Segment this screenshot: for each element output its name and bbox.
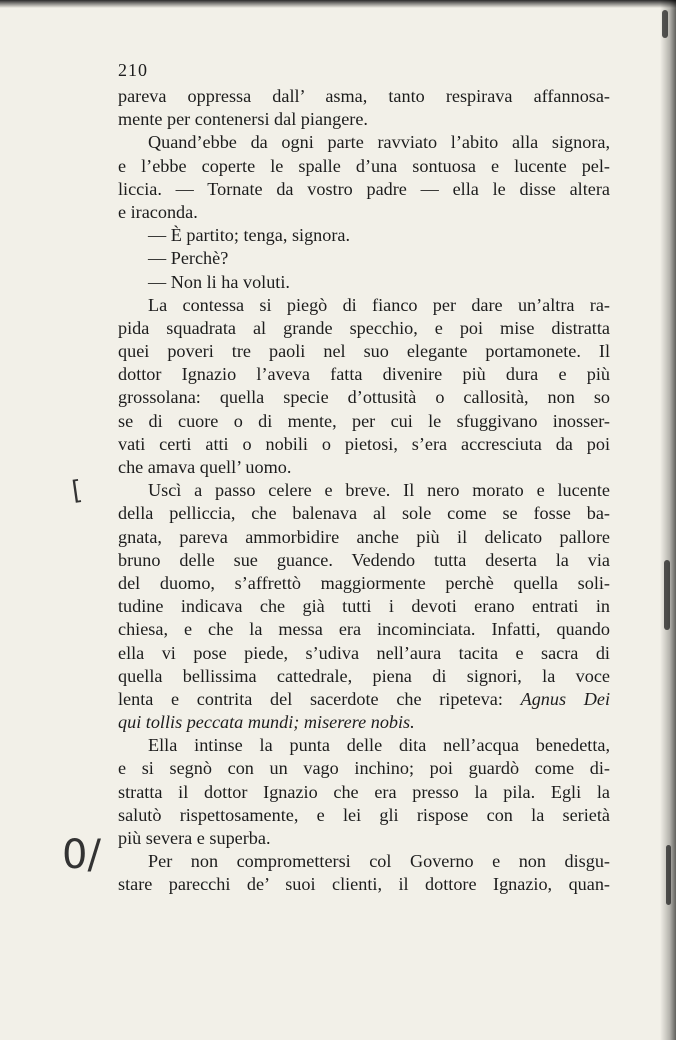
text-line-content: grossolana: quella specie d’ottusità o callosità, non so: [118, 387, 610, 408]
text-line: [118, 131, 610, 154]
text-line: [118, 456, 610, 479]
italic-latin-text: qui tollis peccata mundi; miserere nobis.: [118, 712, 415, 733]
text-line-content: ella vi pose piede, s’udiva nell’aura tacita e sacra di: [118, 642, 610, 663]
text-line-content: — È partito; tenga, signora.: [148, 225, 351, 246]
text-line-content: liccia. — Tornate da vostro padre — ella le disse altera: [118, 178, 610, 199]
text-line-content: La contessa si piegò di fianco per dare un’altra ra-: [148, 294, 610, 315]
text-line: [118, 433, 610, 456]
text-line-content: della pelliccia, che balenava al sole come se fosse ba-: [118, 503, 610, 524]
text-line-content: stare parecchi de’ suoi clienti, il dottore Ignazio, quan-: [118, 874, 610, 895]
text-line: [118, 572, 610, 595]
text-line-content: tudine indicava che già tutti i devoti erano entrati in: [118, 596, 610, 617]
text-line-content: che amava quell’ uomo.: [118, 457, 292, 477]
text-line-content: pida squadrata al grande specchio, e poi mise distratta: [118, 317, 610, 338]
page-top-shadow: [0, 0, 676, 8]
body-text: [118, 85, 610, 897]
ink-smudge: [664, 560, 670, 630]
text-line-content: lenta e contrita del sacerdote che ripeteva:: [118, 688, 503, 709]
text-line: [118, 247, 610, 270]
text-line-content: Quand’ebbe da ogni parte ravviato l’abito alla signora,: [148, 132, 610, 153]
text-line-content: — Perchè?: [148, 248, 229, 269]
text-line: [118, 201, 610, 224]
text-line-content: più severa e superba.: [118, 828, 271, 848]
text-line-content: Ella intinse la punta delle dita nell’acqua benedetta,: [148, 735, 610, 756]
text-line-content: stratta il dottor Ignazio che era presso la pila. Egli la: [118, 781, 610, 802]
text-line: [118, 850, 610, 873]
text-line: [118, 781, 610, 804]
page-number: 210: [118, 60, 148, 80]
text-line: [118, 410, 610, 433]
text-line: [118, 108, 610, 131]
ink-smudge: [666, 845, 671, 905]
text-line: [118, 711, 610, 734]
text-line: [118, 224, 610, 247]
text-line-content: vati certi atti o nobili o pietosi, s’era accresciuta da poi: [118, 433, 610, 454]
margin-bracket-mark: [: [69, 475, 85, 507]
text-line: [118, 757, 610, 780]
text-line: [118, 526, 610, 549]
text-line: [118, 294, 610, 317]
text-line: [118, 317, 610, 340]
text-line: [118, 549, 610, 572]
text-line: [118, 363, 610, 386]
text-line-content: quella bellissima cattedrale, piena di signori, la voce: [118, 665, 610, 686]
text-line-content: Per non compromettersi col Governo e non disgu-: [148, 851, 610, 872]
text-line: [118, 665, 610, 688]
text-line: [118, 618, 610, 641]
text-line-content: pareva oppressa dall’ asma, tanto respirava affannosa-: [118, 86, 610, 106]
text-line: [118, 155, 610, 178]
italic-latin-text: Agnus Dei: [520, 688, 611, 709]
text-line-content: e iraconda.: [118, 201, 198, 222]
text-line: [118, 595, 610, 618]
text-line-content: quei poveri tre paoli nel suo elegante portamonete. Il: [118, 341, 610, 362]
text-line-content: dottor Ignazio l’aveva fatta divenire più dura e più: [118, 364, 610, 385]
text-line: [118, 804, 610, 827]
text-line-content: bruno delle sue guance. Vedendo tutta deserta la via: [118, 549, 610, 570]
margin-handwritten-mark: 0/: [62, 832, 101, 878]
text-line-content: se di cuore o di mente, per cui le sfuggivano inosser-: [118, 410, 610, 431]
text-line-content: mente per contenersi dal piangere.: [118, 109, 368, 130]
text-line-content: salutò rispettosamente, e lei gli rispose con la serietà: [118, 804, 610, 825]
text-line-content: del duomo, s’affrettò maggiormente perchè quella soli-: [118, 572, 610, 593]
text-line: [118, 271, 610, 294]
text-line: [118, 340, 610, 363]
ink-smudge: [662, 10, 668, 38]
text-line: [118, 178, 610, 201]
text-line: [118, 873, 610, 896]
text-line-content: e l’ebbe coperte le spalle d’una sontuosa e lucente pel-: [118, 155, 610, 176]
text-line: [118, 85, 610, 108]
text-line: [118, 642, 610, 665]
text-line-content: chiesa, e che la messa era incominciata. Infatti, quando: [118, 619, 610, 640]
text-line: [118, 479, 610, 502]
text-line: [118, 502, 610, 525]
text-line: [118, 734, 610, 757]
text-line: [118, 688, 610, 711]
text-line-content: — Non li ha voluti.: [148, 271, 290, 292]
text-line-content: e si segnò con un vago inchino; poi guardò come di-: [118, 758, 610, 779]
text-line-content: Uscì a passo celere e breve. Il nero morato e lucente: [148, 480, 610, 501]
text-line: [118, 386, 610, 409]
text-line: [118, 827, 610, 850]
text-line-content: gnata, pareva ammorbidire anche più il delicato pallore: [118, 526, 610, 547]
